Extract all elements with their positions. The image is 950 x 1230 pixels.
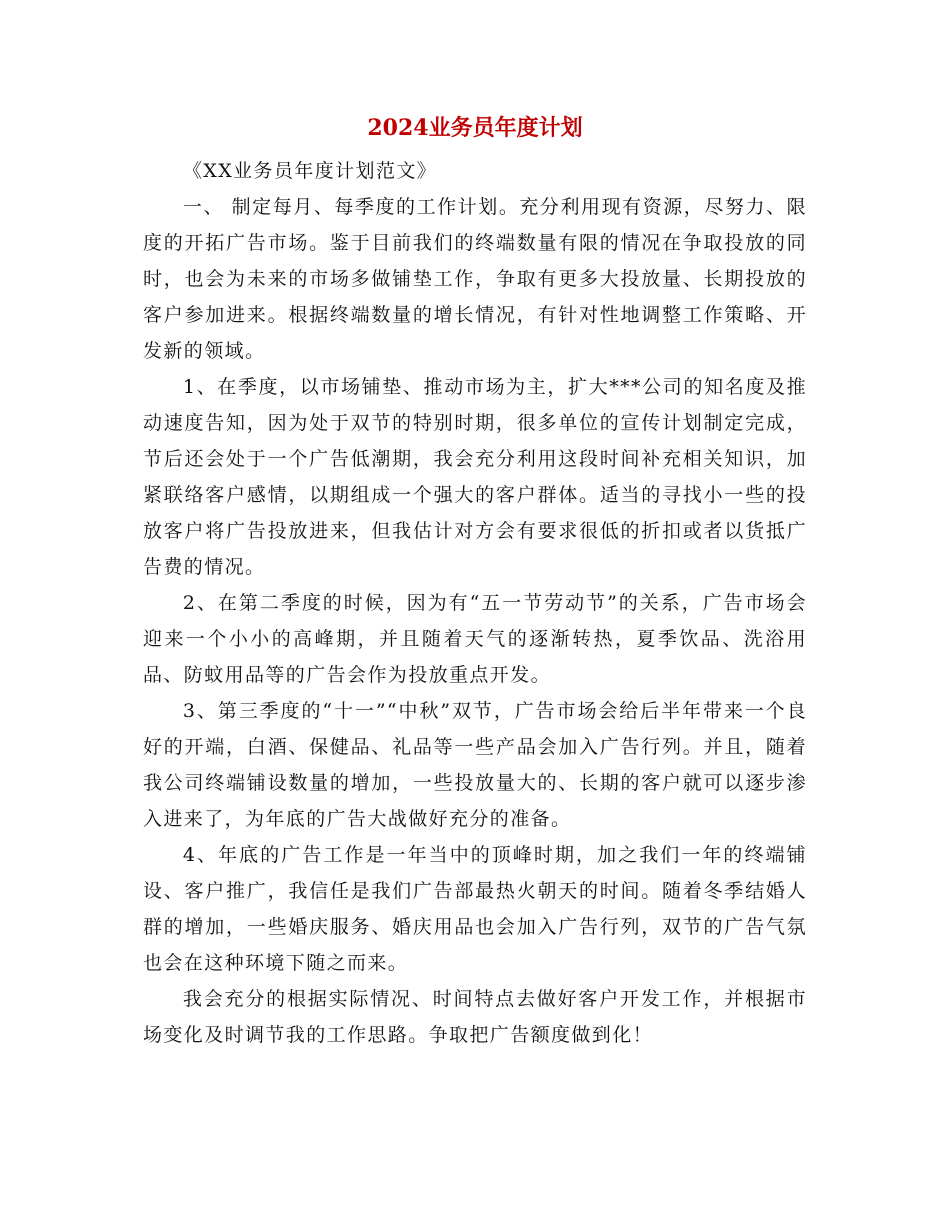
paragraph-quarter-one: 1、在季度，以市场铺垫、推动市场为主，扩大***公司的知名度及推动速度告知，因为处于双节的特别时期，很多单位的宣传计划制定完成，节后还会处于一个广告低潮期，我会充分利用这段时间补充相关知识，加紧联络客户感情，以期组成一个强大的客户群体。适当的寻找小一些的投放客户将广告投放进来，但我估计对方会有要求很低的折扣或者以货抵广告费的情况。 bbox=[143, 376, 807, 578]
document-title: 2024业务员年度计划 bbox=[367, 115, 583, 141]
paragraph-quarter-three: 3、第三季度的“十一”“中秋”双节，广告市场会给后半年带来一个良好的开端，白酒、保健品、礼品等一些产品会加入广告行列。并且，随着我公司终端铺设数量的增加，一些投放量大的、长期的客户就可以逐步渗入进来了，为年底的广告大战做好充分的准备。 bbox=[143, 700, 807, 830]
paragraph-conclusion: 我会充分的根据实际情况、时间特点去做好客户开发工作，并根据市场变化及时调节我的工作思路。争取把广告额度做到化！ bbox=[143, 988, 807, 1046]
paragraph-subtitle: 《XX业务员年度计划范文》 bbox=[182, 160, 438, 182]
paragraph-quarter-four: 4、年底的广告工作是一年当中的顶峰时期，加之我们一年的终端铺设、客户推广，我信任是我们广告部最热火朝天的时间。随着冬季结婚人群的增加，一些婚庆服务、婚庆用品也会加入广告行列，双节的广告气氛也会在这种环境下随之而来。 bbox=[143, 844, 807, 974]
paragraph-section-one: 一、 制定每月、每季度的工作计划。充分利用现有资源，尽努力、限度的开拓广告市场。鉴于目前我们的终端数量有限的情况在争取投放的同时，也会为未来的市场多做铺垫工作，争取有更多大投放量、长期投放的客户参加进来。根据终端数量的增长情况，有针对性地调整工作策略、开发新的领域。 bbox=[143, 196, 807, 362]
paragraph-quarter-two: 2、在第二季度的时候，因为有“五一节劳动节”的关系，广告市场会迎来一个小小的高峰期，并且随着天气的逐渐转热，夏季饮品、洗浴用品、防蚊用品等的广告会作为投放重点开发。 bbox=[143, 592, 807, 686]
document-body bbox=[143, 153, 807, 1053]
